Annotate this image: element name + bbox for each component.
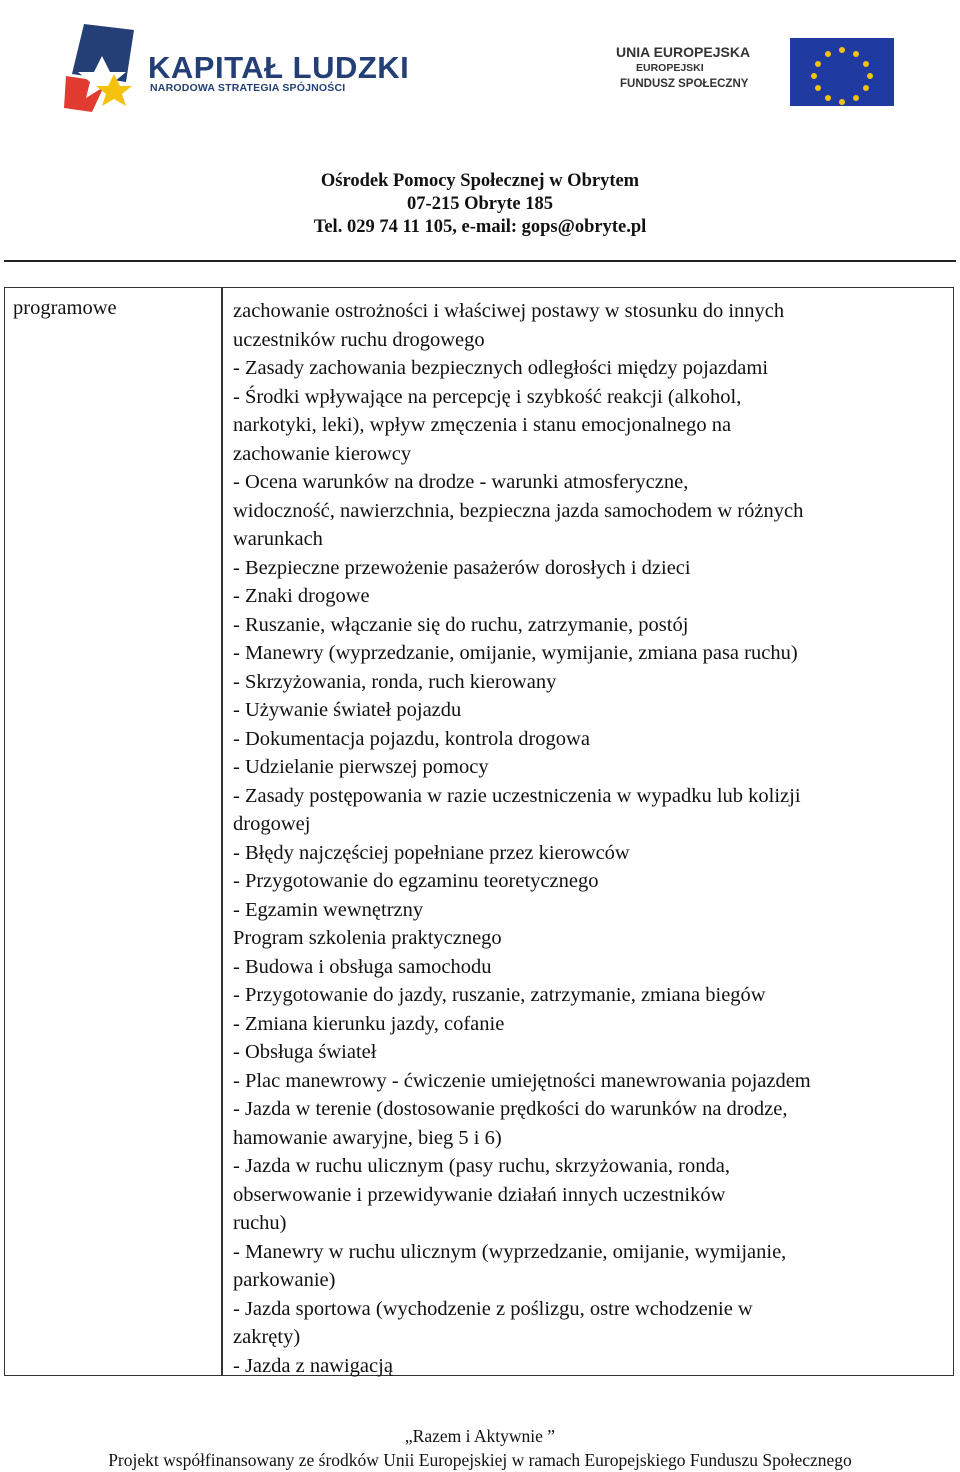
eu-logo-line3: FUNDUSZ SPOŁECZNY [620,78,749,90]
content-line: - Manewry w ruchu ulicznym (wyprzedzanie, omijanie, wymijanie, [233,1240,787,1263]
column-divider [221,288,223,1375]
content-line: - Jazda z nawigacją [233,1354,393,1377]
footer-slogan: „Razem i Aktywnie ” [404,1426,556,1446]
header-divider [4,260,956,262]
content-line: - Środki wpływające na percepcję i szybkość reakcji (alkohol, [233,385,742,408]
content-line: warunkach [233,528,323,550]
content-line: drogowej [233,813,311,835]
content-line: - Bezpieczne przewożenie pasażerów dorosłych i dzieci [233,556,691,579]
content-line: - Używanie świateł pojazdu [233,699,462,721]
content-line: hamowanie awaryjne, bieg 5 i 6) [233,1126,502,1149]
kapital-ludzki-title: KAPITAŁ LUDZKI [148,50,410,85]
content-line: - Jazda w terenie (dostosowanie prędkości do warunków na drodze, [233,1098,788,1120]
content-line: Program szkolenia praktycznego [233,927,502,949]
content-line: - Udzielanie pierwszej pomocy [233,756,489,778]
content-line: narkotyki, leki), wpływ zmęczenia i stanu emocjonalnego na [233,414,732,436]
content-line: - Przygotowanie do jazdy, ruszanie, zatrzymanie, zmiana biegów [233,984,766,1006]
content-line: - Skrzyżowania, ronda, ruch kierowany [233,670,557,693]
kapital-ludzki-subtitle: NARODOWA STRATEGIA SPÓJNOŚCI [150,82,346,94]
content-line: - Egzamin wewnętrzny [233,898,424,921]
content-line: - Ruszanie, włączanie się do ruchu, zatrzymanie, postój [233,613,689,636]
org-contact: Tel. 029 74 11 105, e-mail: gops@obryte.pl [313,217,647,237]
content-line: - Manewry (wyprzedzanie, omijanie, wymijanie, zmiana pasa ruchu) [233,642,798,664]
content-line: zakręty) [233,1326,301,1348]
content-line: - Zmiana kierunku jazdy, cofanie [233,1012,505,1035]
content-line: - Jazda sportowa (wychodzenie z poślizgu, ostre wchodzenie w [233,1297,753,1320]
content-line: - Przygotowanie do egzaminu teoretycznego [233,870,599,892]
content-line: - Ocena warunków na drodze - warunki atmosferyczne, [233,471,689,493]
program-content [233,297,949,1380]
content-line: ruchu) [233,1212,287,1234]
row-label: programowe [13,297,117,319]
content-line: - Dokumentacja pojazdu, kontrola drogowa [233,727,590,750]
document-footer [0,1424,960,1472]
program-table [4,287,954,1376]
org-address: 07-215 Obryte 185 [407,194,553,214]
eu-logo-line1: UNIA EUROPEJSKA [616,44,751,60]
content-line: parkowanie) [233,1269,336,1291]
content-line: obserwowanie i przewidywanie działań innych uczestników [233,1183,726,1206]
document-header [0,170,960,239]
content-line: - Budowa i obsługa samochodu [233,955,492,978]
content-line: - Plac manewrowy - ćwiczenie umiejętności manewrowania pojazdem [233,1069,811,1092]
content-line: - Zasady zachowania bezpiecznych odległości między pojazdami [233,357,769,379]
eu-logo-line2: EUROPEJSKI [636,62,704,74]
content-line: - Obsługa świateł [233,1041,377,1063]
content-line: - Zasady postępowania w razie uczestniczenia w wypadku lub kolizji [233,784,801,807]
org-name: Ośrodek Pomocy Społecznej w Obrytem [320,171,640,191]
content-line: zachowanie ostrożności i właściwej postawy w stosunku do innych [233,300,785,322]
content-line: - Błędy najczęściej popełniane przez kierowców [233,841,630,864]
content-line: - Znaki drogowe [233,585,370,607]
content-line: - Jazda w ruchu ulicznym (pasy ruchu, skrzyżowania, ronda, [233,1155,730,1177]
content-line: zachowanie kierowcy [233,442,412,465]
content-line: uczestników ruchu drogowego [233,328,485,351]
footer-project: Projekt współfinansowany ze środków Unii Europejskiej w ramach Europejskiego Funduszu Społecznego [108,1450,852,1470]
content-line: widoczność, nawierzchnia, bezpieczna jazda samochodem w różnych [233,499,804,522]
